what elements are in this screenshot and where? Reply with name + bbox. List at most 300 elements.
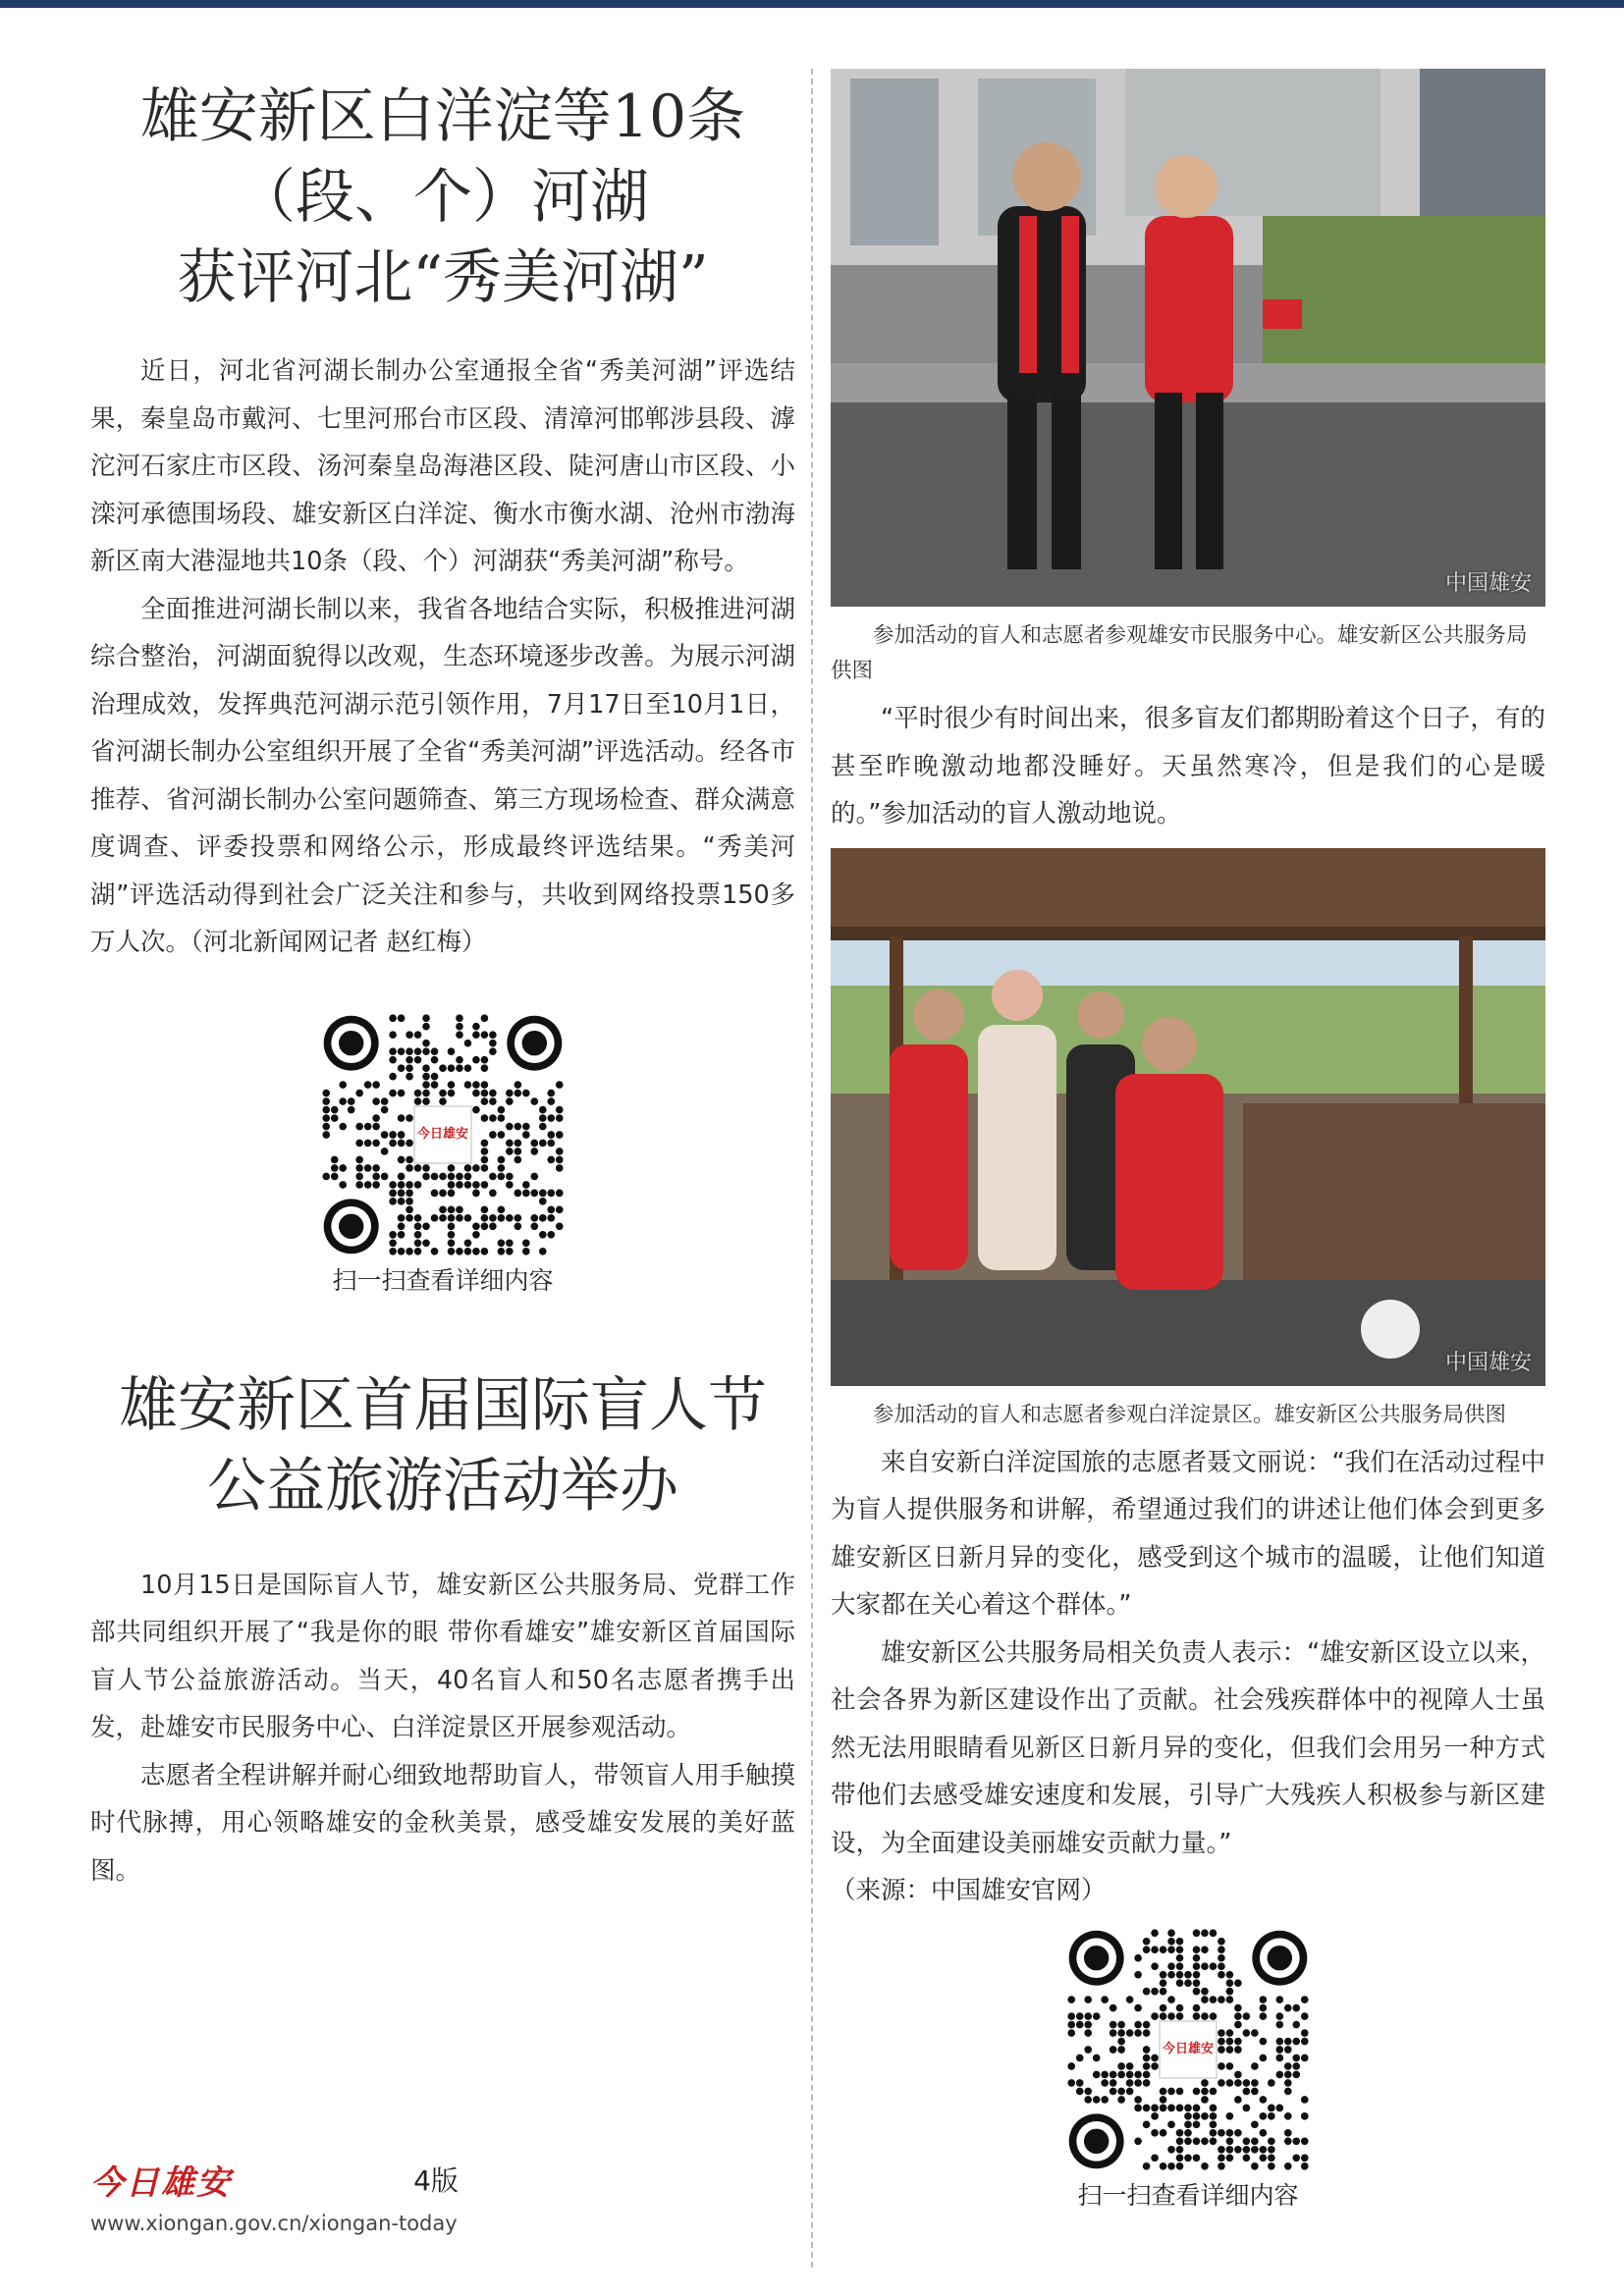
qr-module — [1143, 2029, 1151, 2037]
qr-module — [1101, 2070, 1109, 2078]
article2-title: 雄安新区首届国际盲人节 公益旅游活动举办 — [119, 1370, 767, 1521]
qr-module — [1076, 2012, 1084, 2020]
qr-module — [1160, 2104, 1167, 2111]
qr-module — [1151, 2112, 1159, 2120]
qr-module — [1234, 2129, 1242, 2137]
qr-module — [322, 1131, 330, 1139]
qr-module — [389, 1014, 397, 1022]
qr-module — [331, 1155, 339, 1163]
qr-module — [389, 1198, 397, 1205]
qr-module — [322, 1114, 330, 1122]
qr-module — [422, 1222, 430, 1230]
qr-module — [1268, 2154, 1275, 2162]
qr-module — [1243, 2079, 1251, 2087]
qr-module — [1093, 2070, 1101, 2078]
qr-module — [372, 1181, 380, 1189]
qr-module — [472, 1247, 480, 1255]
qr-module — [1167, 2145, 1175, 2153]
qr-module — [522, 1189, 530, 1197]
qr-module — [422, 1047, 430, 1055]
qr-module — [1201, 1996, 1209, 2003]
qr-finder-pattern — [324, 1199, 379, 1254]
qr-module — [398, 1131, 406, 1139]
qr-module — [1126, 2079, 1134, 2087]
qr-module — [1143, 2120, 1151, 2128]
qr-module — [1301, 2154, 1309, 2162]
qr-module — [406, 1055, 413, 1063]
qr-module — [539, 1198, 547, 1205]
qr-module — [489, 1189, 497, 1197]
qr-module — [556, 1131, 564, 1139]
qr-module — [498, 1114, 506, 1122]
qr-module — [1143, 2162, 1151, 2169]
qr-module — [1151, 1929, 1159, 1937]
qr-module — [1076, 2079, 1084, 2087]
qr-module — [1093, 2096, 1101, 2104]
qr-module — [514, 1089, 522, 1096]
quote-paragraph: “平时很少有时间出来，很多盲友们都期盼着这个日子，有的甚至昨晚激动地都没睡好。天虽然寒冷，但是我们的心是暖的。”参加活动的盲人激动地说。 — [831, 704, 1545, 828]
qr-module — [472, 1189, 480, 1197]
qr-module — [1218, 2037, 1225, 2045]
qr-module — [331, 1105, 339, 1113]
article1-title: 雄安新区白洋淀等10条 （段、个）河湖 获评河北“秀美河湖” — [139, 82, 746, 312]
qr-module — [522, 1131, 530, 1139]
qr-module — [398, 1222, 406, 1230]
qr-module — [364, 1081, 372, 1089]
qr-module — [530, 1139, 538, 1147]
qr-module — [1184, 1979, 1192, 1987]
qr-module — [530, 1097, 538, 1105]
article1-paragraph: 近日，河北省河湖长制办公室通报全省“秀美河湖”评选结果，秦皇岛市戴河、七里河邢台市区段、清漳河邯郸涉县段、滹沱河石家庄市区段、汤河秦皇岛海港区段、陡河唐山市区段、小滦河承德围场段、雄安新区白洋淀、衡水市衡水湖、沧州市渤海新区南大港湿地共10条（段、个）河湖获“秀美河湖”称号。 — [90, 356, 795, 576]
qr-module — [1110, 2070, 1117, 2078]
page-footer — [90, 2156, 679, 2235]
photo-citizen-center — [831, 69, 1545, 607]
qr-module — [1201, 2079, 1209, 2087]
qr-module — [439, 1064, 447, 1072]
qr-module — [1226, 1970, 1234, 1978]
qr-module — [389, 1230, 397, 1238]
qr-module — [389, 1031, 397, 1039]
qr-module — [1234, 2037, 1242, 2045]
quote-body — [831, 695, 1545, 838]
qr-module — [1143, 1987, 1151, 1995]
qr-module — [1143, 2079, 1151, 2087]
qr-module — [372, 1114, 380, 1122]
qr-module — [1117, 2087, 1125, 2095]
qr-module — [372, 1139, 380, 1147]
qr-module — [372, 1164, 380, 1172]
qr-module — [355, 1139, 363, 1147]
qr-module — [514, 1148, 522, 1155]
qr-module — [1275, 2054, 1283, 2061]
qr-module — [372, 1122, 380, 1130]
qr-module — [1117, 2070, 1125, 2078]
qr-module — [481, 1089, 489, 1096]
qr-module — [355, 1164, 363, 1172]
photo-caption: 参加活动的盲人和志愿者参观白洋淀景区。雄安新区公共服务局供图 — [873, 1402, 1507, 1427]
qr-module — [448, 1064, 456, 1072]
qr-module — [1151, 2129, 1159, 2137]
qr-module — [1084, 2020, 1092, 2028]
qr-module — [1184, 2120, 1192, 2128]
qr-module — [1218, 1970, 1225, 1978]
qr-module — [456, 1055, 463, 1063]
qr-module — [498, 1205, 506, 1213]
qr-module — [1160, 2129, 1167, 2137]
qr-module — [1210, 2112, 1218, 2120]
qr-module — [464, 1064, 472, 1072]
article2-source: （来源：中国雄安官网） — [831, 1876, 1107, 1905]
qr-module — [364, 1139, 372, 1147]
qr-module — [472, 1031, 480, 1039]
qr-module — [547, 1205, 555, 1213]
qr-module — [530, 1214, 538, 1222]
qr-module — [489, 1031, 497, 1039]
qr-module — [556, 1164, 564, 1172]
qr-module — [381, 1105, 389, 1113]
qr-module — [1193, 2012, 1201, 2020]
qr-module — [1284, 2162, 1292, 2169]
article2-qr-block — [831, 1929, 1545, 2216]
qr-module — [514, 1139, 522, 1147]
qr-module — [456, 1031, 463, 1039]
qr-code[interactable] — [322, 1014, 564, 1255]
qr-code[interactable] — [1067, 1929, 1309, 2170]
qr-module — [1268, 2079, 1275, 2087]
qr-module — [481, 1155, 489, 1163]
qr-module — [1218, 2129, 1225, 2137]
qr-module — [414, 1097, 422, 1105]
qr-module — [1218, 2154, 1225, 2162]
qr-module — [1151, 1962, 1159, 1970]
qr-module — [1184, 2112, 1192, 2120]
qr-module — [498, 1164, 506, 1172]
qr-module — [389, 1072, 397, 1080]
qr-module — [1134, 2104, 1142, 2111]
qr-module — [489, 1114, 497, 1122]
qr-module — [489, 1172, 497, 1180]
qr-module — [1093, 2012, 1101, 2020]
qr-module — [456, 1214, 463, 1222]
qr-module — [472, 1222, 480, 1230]
qr-module — [1160, 1946, 1167, 1953]
qr-module — [1251, 2120, 1259, 2128]
qr-module — [1292, 2054, 1300, 2061]
qr-finder-pattern — [507, 1015, 562, 1070]
qr-module — [1160, 2087, 1167, 2095]
right-column — [831, 69, 1545, 2216]
qr-module — [398, 1189, 406, 1197]
qr-module — [1234, 1979, 1242, 1987]
qr-module — [1251, 2029, 1259, 2037]
qr-module — [556, 1105, 564, 1113]
qr-module — [331, 1114, 339, 1122]
qr-module — [1167, 2120, 1175, 2128]
qr-module — [506, 1172, 514, 1180]
qr-module — [1226, 2062, 1234, 2070]
qr-module — [448, 1181, 456, 1189]
qr-module — [1301, 2029, 1309, 2037]
footer-url[interactable]: www.xiongan.gov.cn/xiongan-today — [90, 2212, 458, 2235]
qr-module — [398, 1214, 406, 1222]
qr-module — [1218, 1953, 1225, 1961]
qr-module — [1268, 2104, 1275, 2111]
qr-module — [530, 1222, 538, 1230]
qr-module — [414, 1031, 422, 1039]
qr-module — [1193, 2120, 1201, 2128]
qr-module — [1193, 1987, 1201, 1995]
qr-module — [472, 1089, 480, 1096]
qr-module — [1226, 2037, 1234, 2045]
qr-module — [422, 1039, 430, 1046]
qr-module — [514, 1122, 522, 1130]
qr-module — [1117, 2020, 1125, 2028]
qr-module — [1292, 2154, 1300, 2162]
qr-module — [1117, 2062, 1125, 2070]
qr-module — [398, 1089, 406, 1096]
qr-module — [1218, 1996, 1225, 2003]
qr-module — [464, 1172, 472, 1180]
qr-module — [1126, 1996, 1134, 2003]
qr-module — [1143, 2046, 1151, 2054]
qr-module — [1184, 2137, 1192, 2145]
qr-module — [1301, 2137, 1309, 2145]
qr-module — [1210, 2137, 1218, 2145]
qr-module — [506, 1139, 514, 1147]
qr-module — [1193, 1962, 1201, 1970]
qr-module — [431, 1081, 439, 1089]
qr-module — [514, 1189, 522, 1197]
qr-module — [389, 1047, 397, 1055]
qr-module — [472, 1164, 480, 1172]
qr-module — [1275, 2020, 1283, 2028]
qr-module — [498, 1131, 506, 1139]
qr-module — [1176, 1946, 1184, 1953]
qr-module — [489, 1131, 497, 1139]
qr-module — [1143, 1937, 1151, 1945]
qr-module — [1134, 1970, 1142, 1978]
qr-module — [1234, 2070, 1242, 2078]
qr-module — [1110, 2003, 1117, 2011]
article1-qr-block — [90, 1014, 795, 1301]
qr-module — [1167, 1929, 1175, 1937]
qr-module — [1251, 2137, 1259, 2145]
qr-module — [1084, 2087, 1092, 2095]
qr-module — [1226, 1987, 1234, 1995]
qr-module — [1117, 2096, 1125, 2104]
qr-module — [1067, 1996, 1075, 2003]
qr-module — [1134, 2020, 1142, 2028]
qr-module — [1301, 2096, 1309, 2104]
qr-module — [1176, 2129, 1184, 2137]
qr-module — [414, 1239, 422, 1247]
qr-module — [1126, 2070, 1134, 2078]
qr-module — [406, 1064, 413, 1072]
qr-module — [422, 1014, 430, 1022]
qr-module — [364, 1181, 372, 1189]
qr-module — [1193, 1953, 1201, 1961]
qr-module — [481, 1081, 489, 1089]
qr-module — [1226, 2129, 1234, 2137]
qr-module — [1292, 2062, 1300, 2070]
qr-module — [1110, 2029, 1117, 2037]
qr-module — [1167, 1996, 1175, 2003]
qr-module — [1218, 2162, 1225, 2169]
qr-module — [448, 1089, 456, 1096]
qr-module — [1134, 2137, 1142, 2145]
qr-module — [1210, 1962, 1218, 1970]
qr-module — [1193, 1970, 1201, 1978]
photo-watermark: 中国雄安 — [1444, 571, 1532, 596]
qr-module — [439, 1097, 447, 1105]
qr-module — [331, 1164, 339, 1172]
qr-module — [422, 1089, 430, 1096]
qr-finder-pattern — [1069, 1930, 1124, 1985]
qr-module — [422, 1022, 430, 1030]
qr-module — [530, 1148, 538, 1155]
qr-module — [414, 1214, 422, 1222]
qr-module — [1067, 2029, 1075, 2037]
qr-module — [1076, 2087, 1084, 2095]
qr-module — [414, 1055, 422, 1063]
qr-module — [556, 1114, 564, 1122]
qr-module — [1275, 1996, 1283, 2003]
qr-module — [398, 1064, 406, 1072]
qr-module — [1110, 2046, 1117, 2054]
qr-module — [464, 1239, 472, 1247]
article1-paragraph: 全面推进河湖长制以来，我省各地结合实际，积极推进河湖综合整治，河湖面貌得以改观，生态环境逐步改善。为展示河湖治理成效，发挥典范河湖示范引领作用，7月17日至10月1日，省河湖长制办公室组织开展了全省“秀美河湖”评选活动。经各市推荐、省河湖长制办公室问题筛查、第三方现场检查、群众满意度调查、评委投票和网络公示，形成最终评选结果。“秀美河湖”评选活动得到社会广泛关注和参与，共收到网络投票150多万人次。（河北新闻网记者 赵红梅） — [90, 594, 795, 957]
qr-module — [1251, 2087, 1259, 2095]
qr-module — [1284, 2087, 1292, 2095]
qr-module — [398, 1172, 406, 1180]
qr-module — [1275, 2012, 1283, 2020]
qr-module — [1193, 2104, 1201, 2111]
qr-module — [331, 1172, 339, 1180]
qr-module — [422, 1064, 430, 1072]
qr-module — [489, 1047, 497, 1055]
qr-module — [506, 1097, 514, 1105]
qr-module — [1243, 2012, 1251, 2020]
qr-module — [406, 1189, 413, 1197]
qr-module — [1167, 2162, 1175, 2169]
qr-module — [1126, 2087, 1134, 2095]
qr-module — [364, 1164, 372, 1172]
qr-module — [322, 1105, 330, 1113]
qr-module — [464, 1081, 472, 1089]
qr-module — [406, 1031, 413, 1039]
qr-module — [372, 1172, 380, 1180]
qr-module — [414, 1047, 422, 1055]
qr-module — [398, 1181, 406, 1189]
qr-module — [1260, 2003, 1268, 2011]
qr-module — [1151, 2012, 1159, 2020]
qr-finder-pattern — [1069, 2113, 1124, 2168]
qr-module — [1101, 2096, 1109, 2104]
qr-module — [464, 1214, 472, 1222]
qr-module — [1160, 2003, 1167, 2011]
qr-module — [1218, 2145, 1225, 2153]
qr-module — [389, 1055, 397, 1063]
qr-module — [556, 1222, 564, 1230]
qr-module — [472, 1081, 480, 1089]
qr-module — [1134, 2003, 1142, 2011]
qr-module — [1201, 2087, 1209, 2095]
qr-module — [1301, 1996, 1309, 2003]
qr-module — [381, 1131, 389, 1139]
qr-module — [539, 1230, 547, 1238]
qr-module — [355, 1089, 363, 1096]
photo-baiyangdian — [831, 848, 1545, 1386]
qr-module — [1110, 2079, 1117, 2087]
qr-module — [481, 1205, 489, 1213]
qr-module — [389, 1089, 397, 1096]
qr-module — [1143, 2054, 1151, 2061]
qr-module — [448, 1047, 456, 1055]
qr-module — [389, 1247, 397, 1255]
qr-module — [1292, 2137, 1300, 2145]
qr-module — [1134, 2029, 1142, 2037]
qr-module — [1151, 2104, 1159, 2111]
qr-module — [1193, 2137, 1201, 2145]
qr-module — [398, 1230, 406, 1238]
qr-module — [1193, 1979, 1201, 1987]
qr-module — [1160, 1987, 1167, 1995]
qr-module — [1226, 2154, 1234, 2162]
qr-module — [1218, 1946, 1225, 1953]
qr-module — [547, 1089, 555, 1096]
qr-module — [506, 1214, 514, 1222]
qr-module — [464, 1164, 472, 1172]
photo-watermark: 中国雄安 — [1444, 1350, 1532, 1375]
qr-module — [448, 1230, 456, 1238]
qr-module — [1301, 2162, 1309, 2169]
qr-module — [448, 1081, 456, 1089]
qr-module — [398, 1198, 406, 1205]
qr-module — [398, 1155, 406, 1163]
qr-module — [339, 1122, 347, 1130]
qr-module — [539, 1214, 547, 1222]
qr-module — [472, 1230, 480, 1238]
qr-module — [522, 1181, 530, 1189]
qr-module — [439, 1089, 447, 1096]
qr-module — [1126, 2029, 1134, 2037]
qr-module — [1260, 2037, 1268, 2045]
qr-module — [439, 1214, 447, 1222]
qr-module — [1167, 1946, 1175, 1953]
qr-module — [1176, 2154, 1184, 2162]
qr-module — [522, 1089, 530, 1096]
qr-caption: 扫一扫查看详细内容 — [332, 1265, 554, 1295]
qr-module — [1117, 2029, 1125, 2037]
qr-module — [1134, 1953, 1142, 1961]
qr-module — [481, 1247, 489, 1255]
qr-module — [1292, 2037, 1300, 2045]
qr-module — [472, 1022, 480, 1030]
qr-module — [1251, 2079, 1259, 2087]
qr-module — [498, 1105, 506, 1113]
qr-module — [1210, 2120, 1218, 2128]
qr-module — [381, 1097, 389, 1105]
qr-module — [1251, 2145, 1259, 2153]
qr-module — [1284, 2129, 1292, 2137]
qr-module — [1226, 2145, 1234, 2153]
qr-module — [498, 1247, 506, 1255]
qr-module — [1201, 1929, 1209, 1937]
qr-module — [422, 1097, 430, 1105]
qr-module — [355, 1172, 363, 1180]
qr-module — [1167, 1962, 1175, 1970]
qr-module — [539, 1114, 547, 1122]
